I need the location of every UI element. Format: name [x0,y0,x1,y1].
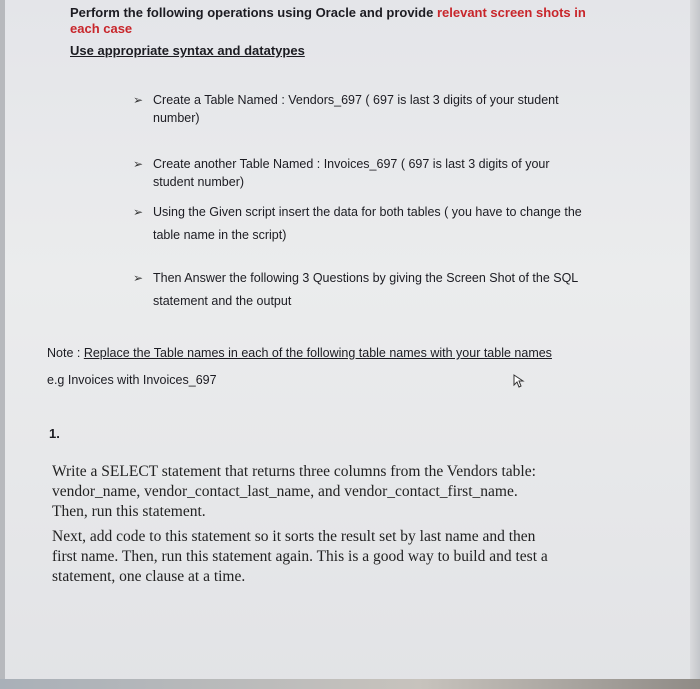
bullet-line: table name in the script) [153,228,287,242]
bullet-item [133,202,603,250]
bullet-item [133,90,603,134]
bullet-line: statement and the output [153,294,292,308]
question-line: Next, add code to this statement so it sorts the result set by last name and then [52,528,536,545]
question-line: first name. Then, run this statement again. This is a good way to build and test a [52,548,548,565]
photo-frame-edge [0,0,5,689]
heading-text: Perform the following operations using Oracle and provide [70,5,437,20]
arrow-bullet-icon: ➢ [133,93,144,107]
question-number: 1. [49,426,60,441]
mouse-cursor-icon [513,374,525,393]
subheading: Use appropriate syntax and datatypes [70,43,305,58]
note-example: e.g Invoices with Invoices_697 [47,373,217,387]
question-paragraph-2 [52,527,612,587]
arrow-bullet-icon: ➢ [133,157,144,171]
bullet-line: number) [153,111,200,125]
bullet-line: Using the Given script insert the data for both tables ( you have to change the [153,205,582,219]
heading-red-text: relevant screen shots in [436,5,586,20]
question-line: Write a SELECT statement that returns three columns from the Vendors table: [52,463,536,480]
photo-bottom-edge [0,679,700,689]
heading-red-text-2: each case [70,21,133,36]
question-line: statement, one clause at a time. [52,568,246,585]
note-underlined-text: Replace the Table names in each of the following table names with your table names [83,346,552,360]
bullet-line: student number) [153,175,245,189]
note-prefix: Note : [47,346,84,360]
arrow-bullet-icon: ➢ [133,205,144,219]
page-heading [70,5,590,37]
question-line: vendor_name, vendor_contact_last_name, and vendor_contact_first_name. [52,483,518,500]
bullet-line: Create another Table Named : Invoices_697 ( 697 is last 3 digits of your [153,157,550,171]
arrow-bullet-icon: ➢ [133,271,144,285]
bullet-line: Create a Table Named : Vendors_697 ( 697 is last 3 digits of your student [153,93,559,107]
photo-frame-edge-right [690,0,700,689]
bullet-item [133,268,603,316]
note-line [47,346,552,360]
question-line: Then, run this statement. [52,503,206,520]
question-paragraph-1 [52,462,612,522]
bullet-line: Then Answer the following 3 Questions by giving the Screen Shot of the SQL [153,271,579,285]
bullet-item [133,154,603,198]
